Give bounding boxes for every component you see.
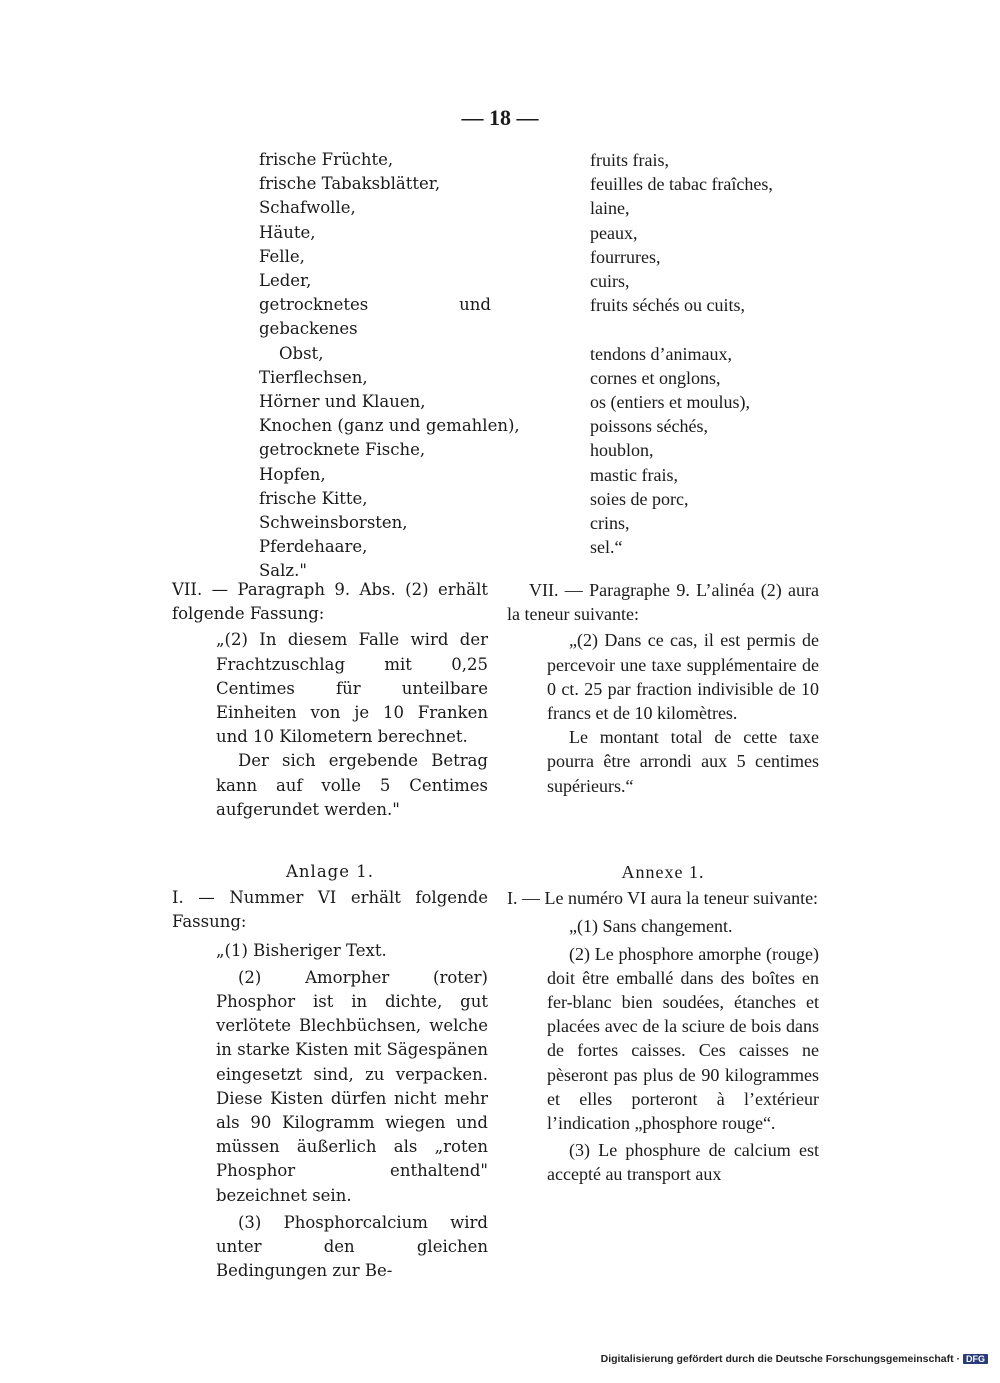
- list-item: feuilles de tabac fraîches,: [590, 174, 773, 195]
- list-item: frische Tabaksblätter,: [259, 174, 441, 194]
- section-vii-german: [172, 578, 488, 822]
- list-item: mastic frais,: [590, 464, 678, 485]
- list-item: Schweinsborsten,: [259, 513, 408, 533]
- section-vii-intro-fr: VII. — Paragraphe 9. L’alinéa (2) aura la teneur suivante:: [507, 580, 819, 625]
- annex-para1-fr: „(1) Sans changement.: [569, 916, 733, 937]
- annex-para2-de: (2) Amorpher (roter) Phosphor ist in dichte, gut verlötete Blechbüchsen, welche in starke Kisten mit Sägespänen eingesetzt sind, zu verpacken. Diese Kisten dürfen nicht mehr als 90 Kilogramm wiegen und müssen äußerlich als „roten Phosphor enthaltend" bezeichnet sein.: [216, 967, 488, 1205]
- list-item: Salz.": [259, 561, 307, 581]
- list-item: sel.“: [590, 537, 623, 558]
- list-item: Leder,: [259, 271, 312, 291]
- section-vii-intro-de: VII. — Paragraph 9. Abs. (2) erhält folgende Fassung:: [172, 580, 488, 624]
- list-item: Felle,: [259, 246, 305, 266]
- list-item: peaux,: [590, 222, 638, 243]
- annex-para3-fr: (3) Le phosphure de calcium est accepté au transport aux: [547, 1140, 819, 1185]
- list-item: cornes et onglons,: [590, 367, 721, 388]
- list-item: fruits frais,: [590, 150, 669, 170]
- annex-para2-fr: (2) Le phosphore amorphe (rouge) doit être emballé dans des boîtes en fer-blanc bien soudées, étanches et placées avec de la sciure de bois dans de fortes caisses. Ces caisses ne pèseront pas plus de 90 kilogrammes et elles porteront à l’extérieur l’indication „phosphore rouge“.: [547, 943, 819, 1134]
- list-item: Pferdehaare,: [259, 537, 368, 557]
- list-item: poissons séchés,: [590, 416, 708, 437]
- section-vii-french: [507, 578, 819, 798]
- list-item: cuirs,: [590, 271, 630, 292]
- section-vii-para1-fr: „(2) Dans ce cas, il est permis de percevoir une taxe supplémentaire de 0 ct. 25 par fraction indivisible de 10 francs et de 10 kilomètres.: [547, 630, 819, 724]
- german-goods-list: [259, 148, 520, 584]
- list-item: houblon,: [590, 440, 654, 461]
- annex-german: [172, 860, 488, 1283]
- page-number: — 18 —: [461, 105, 539, 130]
- list-item: getrocknetes und gebackenes: [259, 295, 491, 339]
- list-item: soies de porc,: [590, 488, 689, 509]
- list-item: Obst,: [279, 343, 324, 363]
- footer-text: Digitalisierung gefördert durch die Deutsche Forschungsgemeinschaft ·: [600, 1353, 960, 1365]
- list-item: frische Kitte,: [259, 488, 368, 508]
- list-item: frische Früchte,: [259, 150, 394, 169]
- list-spacer: [590, 317, 830, 341]
- list-item: getrocknete Fische,: [259, 440, 426, 460]
- annex-title-de: Anlage 1.: [286, 862, 374, 881]
- list-item: Hopfen,: [259, 464, 326, 484]
- list-item: laine,: [590, 198, 630, 219]
- list-item: tendons d’animaux,: [590, 343, 732, 364]
- annex-title-fr: Annexe 1.: [621, 862, 705, 882]
- list-item: os (entiers et moulus),: [590, 392, 750, 413]
- list-item: Hörner und Klauen,: [259, 392, 426, 412]
- list-item: fruits séchés ou cuits,: [590, 295, 745, 316]
- list-item: Schafwolle,: [259, 198, 356, 218]
- annex-french: [507, 860, 819, 1187]
- french-goods-list: [590, 148, 830, 559]
- list-item: Knochen (ganz und gemahlen),: [259, 416, 520, 436]
- annex-intro-fr: I. — Le numéro VI aura la teneur suivante:: [507, 888, 819, 909]
- list-item: fourrures,: [590, 246, 661, 267]
- section-vii-para1-de: „(2) In diesem Falle wird der Frachtzuschlag mit 0,25 Centimes für unteilbare Einheiten von je 10 Franken und 10 Kilometern berechnet.: [216, 630, 488, 747]
- annex-para3-de: (3) Phosphorcalcium wird unter den gleichen Bedingungen zur Be-: [216, 1212, 488, 1281]
- list-item: crins,: [590, 513, 630, 534]
- list-item: Häute,: [259, 222, 316, 242]
- list-item: Tierflechsen,: [259, 367, 368, 387]
- footer-credit: [601, 1353, 988, 1365]
- annex-para1-de: „(1) Bisheriger Text.: [216, 940, 387, 960]
- annex-intro-de: I. — Nummer VI erhält folgende Fassung:: [172, 888, 488, 932]
- dfg-logo: DFG: [963, 1354, 988, 1364]
- section-vii-para2-de: Der sich ergebende Betrag kann auf volle 5 Centimes aufgerundet werden.": [216, 751, 488, 819]
- section-vii-para2-fr: Le montant total de cette taxe pourra être arrondi aux 5 centimes supérieurs.“: [547, 727, 819, 796]
